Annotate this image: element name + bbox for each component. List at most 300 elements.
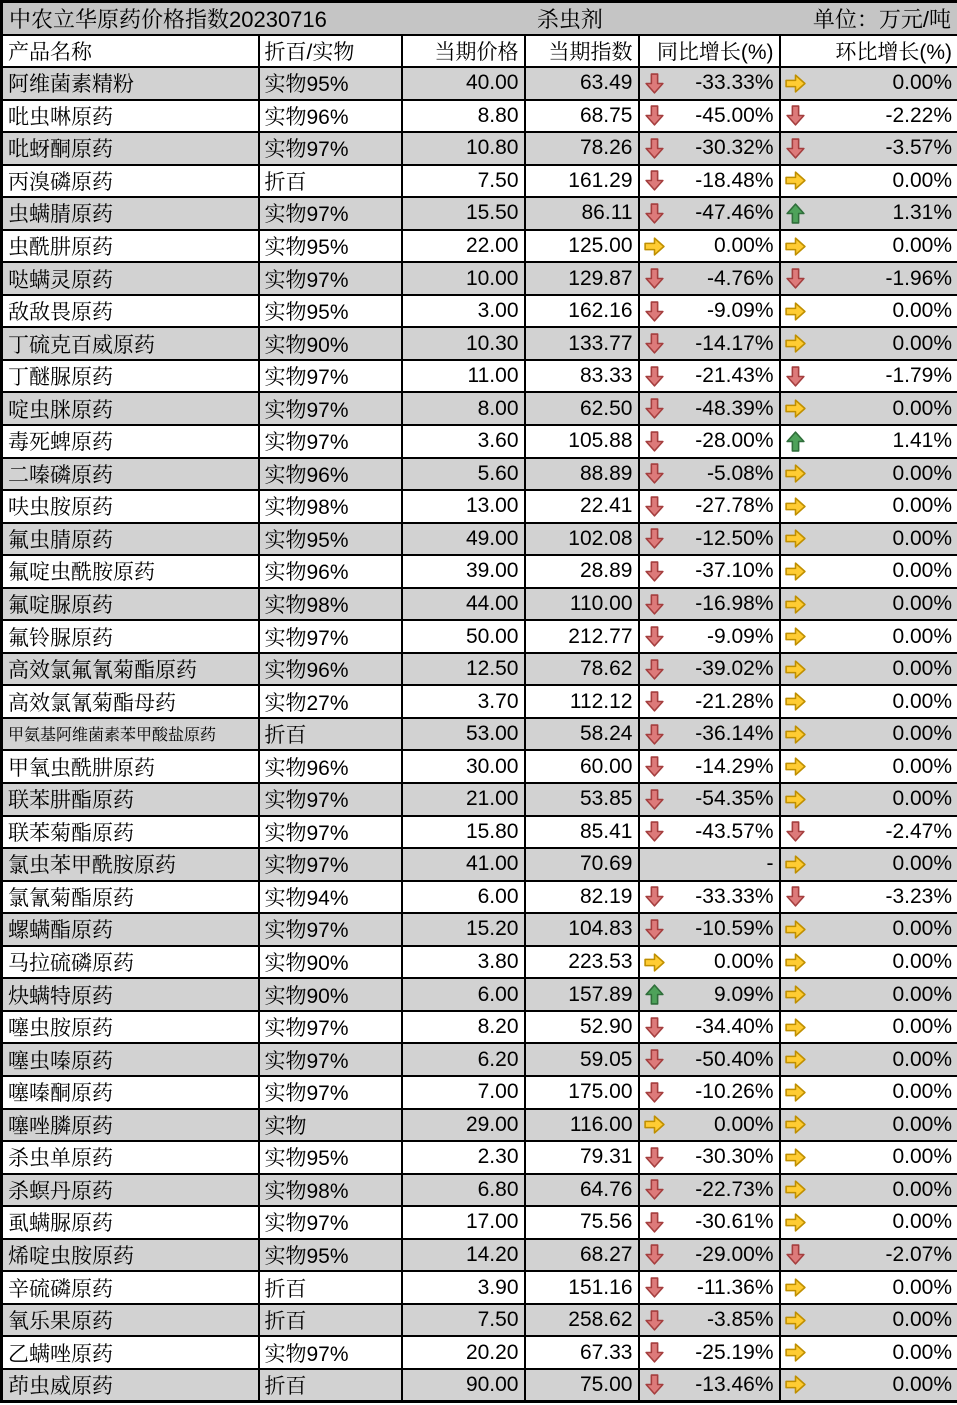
- index-cell: 52.90: [525, 1011, 639, 1044]
- mom-arrow-box: [784, 332, 808, 355]
- spec-cell: 实物97%: [259, 262, 402, 295]
- yoy-arrow-box: [643, 365, 667, 388]
- spec-cell: 折百: [259, 1304, 402, 1337]
- mom-arrow-box: [784, 1309, 808, 1332]
- table-row: [2, 1011, 957, 1044]
- trend-flat-icon: [784, 593, 807, 616]
- index-cell: 258.62: [525, 1304, 639, 1337]
- table-row: [2, 230, 957, 263]
- trend-down-icon: [643, 365, 666, 388]
- mom-cell: [780, 1011, 957, 1044]
- mom-arrow-box: [784, 169, 808, 192]
- price-cell: 14.20: [402, 1239, 525, 1272]
- yoy-cell: [639, 1271, 780, 1304]
- mom-cell: [780, 555, 957, 588]
- yoy-value: 0.00%: [713, 950, 774, 974]
- yoy-arrow-box: [643, 1309, 667, 1332]
- price-cell: 7.00: [402, 1076, 525, 1109]
- product-name-cell: [2, 197, 259, 230]
- spec-cell: 折百: [259, 1369, 402, 1402]
- spec-cell: 实物97%: [259, 783, 402, 816]
- product-name: 虫酰肼原药: [8, 236, 113, 259]
- spec-cell: 实物: [259, 1109, 402, 1142]
- mom-value: 0.00%: [892, 1372, 953, 1396]
- trend-flat-icon: [784, 690, 807, 713]
- col-header-price: 当期价格: [402, 35, 525, 67]
- mom-cell: [780, 718, 957, 751]
- spec-cell: 实物97%: [259, 1076, 402, 1109]
- mom-value: -2.07%: [885, 1242, 953, 1266]
- product-name-cell: [2, 67, 259, 100]
- spec-cell: 实物95%: [259, 67, 402, 100]
- mom-value: 0.00%: [892, 71, 953, 95]
- trend-flat-icon: [784, 72, 807, 95]
- mom-cell: [780, 132, 957, 165]
- product-name: 氯虫苯甲酰胺原药: [8, 854, 176, 878]
- table-body: [2, 67, 957, 1401]
- yoy-value: -21.43%: [695, 364, 774, 388]
- spec-cell: 折百: [259, 1271, 402, 1304]
- mom-arrow-box: [784, 365, 808, 388]
- trend-flat-icon: [784, 1341, 807, 1364]
- mom-cell: [780, 327, 957, 360]
- yoy-cell: [639, 718, 780, 751]
- yoy-arrow-box: [643, 1048, 667, 1071]
- yoy-cell: [639, 848, 780, 881]
- price-cell: 49.00: [402, 523, 525, 556]
- mom-arrow-box: [784, 723, 808, 746]
- yoy-value: -11.36%: [696, 1275, 774, 1299]
- product-name-cell: [2, 1369, 259, 1402]
- table-row: [2, 718, 957, 751]
- trend-down-icon: [643, 495, 666, 518]
- index-cell: 75.56: [525, 1206, 639, 1239]
- table-row: [2, 946, 957, 979]
- yoy-cell: [639, 913, 780, 946]
- yoy-value: -10.26%: [695, 1080, 774, 1104]
- spec-cell: 实物96%: [259, 458, 402, 491]
- spec-cell: 实物97%: [259, 1206, 402, 1239]
- trend-flat-icon: [784, 983, 807, 1006]
- category-label: 杀虫剂: [536, 7, 603, 32]
- trend-flat-icon: [784, 1048, 807, 1071]
- trend-down-icon: [643, 560, 666, 583]
- price-cell: 5.60: [402, 458, 525, 491]
- yoy-arrow-box: [643, 300, 667, 323]
- trend-down-icon: [643, 885, 666, 908]
- price-cell: 3.90: [402, 1271, 525, 1304]
- price-cell: 7.50: [402, 1304, 525, 1337]
- yoy-cell: [639, 588, 780, 621]
- mom-arrow-box: [784, 918, 808, 941]
- trend-down-icon: [784, 885, 807, 908]
- trend-up-icon: [784, 202, 807, 225]
- mom-value: 0.00%: [892, 1015, 953, 1039]
- mom-arrow-box: [784, 983, 808, 1006]
- trend-flat-icon: [784, 495, 807, 518]
- yoy-arrow-box: [643, 430, 667, 453]
- mom-cell: [780, 392, 957, 425]
- yoy-arrow-box: [643, 820, 667, 843]
- trend-down-icon: [643, 1373, 666, 1396]
- yoy-value: -28.00%: [695, 429, 774, 453]
- spec-cell: 实物97%: [259, 132, 402, 165]
- mom-arrow-box: [784, 690, 808, 713]
- mom-arrow-box: [784, 755, 808, 778]
- mom-arrow-box: [784, 1016, 808, 1039]
- yoy-cell: [639, 132, 780, 165]
- yoy-cell: [639, 816, 780, 849]
- yoy-cell: [639, 262, 780, 295]
- table-row: [2, 165, 957, 198]
- mom-value: 1.31%: [892, 201, 953, 225]
- mom-value: 0.00%: [892, 624, 953, 648]
- index-cell: 157.89: [525, 978, 639, 1011]
- yoy-value: -27.78%: [695, 494, 774, 518]
- trend-down-icon: [643, 169, 666, 192]
- mom-value: 0.00%: [892, 982, 953, 1006]
- product-name-cell: [2, 1011, 259, 1044]
- table-row: [2, 783, 957, 816]
- mom-cell: [780, 620, 957, 653]
- product-name-cell: [2, 816, 259, 849]
- yoy-value: -36.14%: [695, 722, 774, 746]
- trend-flat-icon: [784, 300, 807, 323]
- spec-cell: 实物97%: [259, 425, 402, 458]
- yoy-value: -48.39%: [695, 396, 774, 420]
- yoy-arrow-box: [643, 755, 667, 778]
- product-name: 氟虫腈原药: [8, 528, 113, 552]
- mom-arrow-box: [784, 1146, 808, 1169]
- mom-cell: [780, 262, 957, 295]
- table-row: [2, 425, 957, 458]
- mom-cell: [780, 816, 957, 849]
- product-name-cell: [2, 1174, 259, 1207]
- product-name-cell: [2, 750, 259, 783]
- index-cell: 67.33: [525, 1336, 639, 1369]
- product-name: 虫螨腈原药: [8, 203, 113, 227]
- yoy-cell: [639, 1043, 780, 1076]
- mom-cell: [780, 165, 957, 198]
- table-row: [2, 1304, 957, 1337]
- index-cell: 28.89: [525, 555, 639, 588]
- yoy-cell: [639, 978, 780, 1011]
- index-cell: 63.49: [525, 67, 639, 100]
- product-name: 噻虫胺原药: [8, 1017, 113, 1041]
- price-cell: 90.00: [402, 1369, 525, 1402]
- product-name: 毒死蜱原药: [8, 431, 113, 455]
- yoy-value: -10.59%: [695, 917, 774, 941]
- index-cell: 85.41: [525, 816, 639, 849]
- product-name-cell: [2, 360, 259, 393]
- yoy-arrow-box: [643, 72, 667, 95]
- price-cell: 7.50: [402, 165, 525, 198]
- product-name-cell: [2, 881, 259, 914]
- price-cell: 15.80: [402, 816, 525, 849]
- mom-arrow-box: [784, 1081, 808, 1104]
- yoy-cell: [639, 425, 780, 458]
- table-row: [2, 620, 957, 653]
- table-row: [2, 1206, 957, 1239]
- price-cell: 20.20: [402, 1336, 525, 1369]
- yoy-arrow-box: [643, 1373, 667, 1396]
- mom-arrow-box: [784, 300, 808, 323]
- yoy-value: -25.19%: [695, 1340, 774, 1364]
- yoy-arrow-box: [643, 267, 667, 290]
- yoy-arrow-box: [643, 462, 667, 485]
- trend-flat-icon: [784, 1309, 807, 1332]
- product-name: 敌敌畏原药: [8, 301, 113, 325]
- yoy-arrow-box: [643, 983, 667, 1006]
- mom-cell: [780, 1141, 957, 1174]
- product-name-cell: [2, 1206, 259, 1239]
- trend-flat-icon: [784, 1178, 807, 1201]
- yoy-value: -12.50%: [695, 526, 774, 550]
- table-row: [2, 685, 957, 718]
- index-cell: 129.87: [525, 262, 639, 295]
- mom-cell: [780, 1174, 957, 1207]
- product-name: 辛硫磷原药: [8, 1277, 113, 1301]
- product-name: 螺螨酯原药: [8, 919, 113, 943]
- mom-cell: [780, 1336, 957, 1369]
- yoy-cell: [639, 946, 780, 979]
- table-row: [2, 1369, 957, 1402]
- trend-flat-icon: [784, 397, 807, 420]
- price-cell: 3.60: [402, 425, 525, 458]
- product-name-cell: [2, 490, 259, 523]
- price-cell: 10.00: [402, 262, 525, 295]
- yoy-arrow-box: [643, 1276, 667, 1299]
- trend-down-icon: [643, 658, 666, 681]
- mom-arrow-box: [784, 853, 808, 876]
- mom-cell: [780, 848, 957, 881]
- yoy-value: -9.09%: [706, 299, 774, 323]
- yoy-arrow-box: [643, 1113, 667, 1136]
- trend-flat-icon: [784, 788, 807, 811]
- price-cell: 2.30: [402, 1141, 525, 1174]
- mom-cell: [780, 295, 957, 328]
- trend-down-icon: [643, 397, 666, 420]
- yoy-cell: [639, 620, 780, 653]
- trend-flat-icon: [784, 658, 807, 681]
- table-row: [2, 1141, 957, 1174]
- product-name: 甲氨基阿维菌素苯甲酸盐原药: [8, 727, 217, 745]
- yoy-value: -3.85%: [706, 1308, 774, 1332]
- price-cell: 39.00: [402, 555, 525, 588]
- index-cell: 78.62: [525, 653, 639, 686]
- spec-cell: 实物96%: [259, 653, 402, 686]
- trend-down-icon: [643, 1243, 666, 1266]
- mom-arrow-box: [784, 267, 808, 290]
- mom-value: 0.00%: [892, 559, 953, 583]
- yoy-cell: [639, 490, 780, 523]
- product-name-cell: [2, 295, 259, 328]
- mom-value: 0.00%: [892, 1112, 953, 1136]
- mom-arrow-box: [784, 495, 808, 518]
- trend-down-icon: [643, 462, 666, 485]
- table-row: [2, 750, 957, 783]
- yoy-cell: [639, 783, 780, 816]
- product-name-cell: [2, 1109, 259, 1142]
- spec-cell: 实物95%: [259, 230, 402, 263]
- mom-cell: [780, 1239, 957, 1272]
- yoy-value: -4.76%: [706, 266, 774, 290]
- table-row: [2, 67, 957, 100]
- spec-cell: 实物90%: [259, 978, 402, 1011]
- yoy-value: -34.40%: [695, 1015, 774, 1039]
- spec-cell: 实物95%: [259, 1141, 402, 1174]
- product-name: 炔螨特原药: [8, 984, 113, 1008]
- index-cell: 133.77: [525, 327, 639, 360]
- mom-cell: [780, 100, 957, 133]
- product-name-cell: [2, 1336, 259, 1369]
- yoy-arrow-box: [643, 690, 667, 713]
- trend-down-icon: [643, 1081, 666, 1104]
- mom-arrow-box: [784, 1211, 808, 1234]
- trend-down-icon: [643, 202, 666, 225]
- trend-down-icon: [643, 755, 666, 778]
- index-cell: 68.75: [525, 100, 639, 133]
- product-name: 啶虫脒原药: [8, 398, 113, 422]
- index-cell: 175.00: [525, 1076, 639, 1109]
- index-cell: 78.26: [525, 132, 639, 165]
- price-cell: 40.00: [402, 67, 525, 100]
- trend-flat-icon: [784, 723, 807, 746]
- price-cell: 8.00: [402, 392, 525, 425]
- spec-cell: 实物90%: [259, 946, 402, 979]
- yoy-cell: [639, 1239, 780, 1272]
- mom-arrow-box: [784, 625, 808, 648]
- yoy-value: -: [766, 852, 774, 876]
- mom-arrow-box: [784, 951, 808, 974]
- trend-down-icon: [643, 332, 666, 355]
- yoy-arrow-box: [643, 1146, 667, 1169]
- yoy-cell: [639, 67, 780, 100]
- price-cell: 17.00: [402, 1206, 525, 1239]
- yoy-value: 0.00%: [713, 1112, 774, 1136]
- product-name: 噻唑膦原药: [8, 1114, 113, 1138]
- yoy-value: -5.08%: [706, 461, 774, 485]
- index-cell: 58.24: [525, 718, 639, 751]
- table-row: [2, 1174, 957, 1207]
- spec-cell: 实物98%: [259, 1174, 402, 1207]
- yoy-cell: [639, 327, 780, 360]
- mom-value: 0.00%: [892, 787, 953, 811]
- trend-down-icon: [643, 1016, 666, 1039]
- index-cell: 79.31: [525, 1141, 639, 1174]
- mom-arrow-box: [784, 593, 808, 616]
- yoy-cell: [639, 685, 780, 718]
- mom-cell: [780, 750, 957, 783]
- trend-flat-icon: [784, 1276, 807, 1299]
- yoy-value: -30.61%: [695, 1210, 774, 1234]
- trend-down-icon: [784, 365, 807, 388]
- yoy-arrow-box: [643, 625, 667, 648]
- trend-down-icon: [643, 625, 666, 648]
- yoy-arrow-box: [643, 788, 667, 811]
- yoy-cell: [639, 1076, 780, 1109]
- yoy-cell: [639, 100, 780, 133]
- mom-value: 0.00%: [892, 1210, 953, 1234]
- product-name-cell: [2, 555, 259, 588]
- trend-flat-icon: [784, 1146, 807, 1169]
- yoy-arrow-box: [643, 885, 667, 908]
- table-row: [2, 458, 957, 491]
- table-row: [2, 523, 957, 556]
- trend-down-icon: [643, 593, 666, 616]
- mom-value: 0.00%: [892, 1080, 953, 1104]
- index-cell: 212.77: [525, 620, 639, 653]
- index-cell: 125.00: [525, 230, 639, 263]
- trend-flat-icon: [784, 1113, 807, 1136]
- price-cell: 29.00: [402, 1109, 525, 1142]
- trend-down-icon: [784, 137, 807, 160]
- product-name-cell: [2, 1141, 259, 1174]
- product-name: 虱螨脲原药: [8, 1212, 113, 1236]
- product-name: 烯啶虫胺原药: [8, 1244, 134, 1268]
- mom-arrow-box: [784, 1341, 808, 1364]
- yoy-value: -33.33%: [695, 884, 774, 908]
- product-name: 氟铃脲原药: [8, 626, 113, 650]
- spec-cell: 实物97%: [259, 392, 402, 425]
- yoy-cell: [639, 230, 780, 263]
- product-name-cell: [2, 620, 259, 653]
- mom-value: 0.00%: [892, 1275, 953, 1299]
- mom-cell: [780, 230, 957, 263]
- product-name-cell: [2, 165, 259, 198]
- index-cell: 223.53: [525, 946, 639, 979]
- col-header-product: 产品名称: [2, 35, 259, 67]
- product-name: 二嗪磷原药: [8, 463, 113, 487]
- product-name-cell: [2, 588, 259, 621]
- index-cell: 102.08: [525, 523, 639, 556]
- trend-flat-icon: [643, 235, 666, 258]
- spec-cell: 实物97%: [259, 816, 402, 849]
- spec-cell: 实物98%: [259, 490, 402, 523]
- price-cell: 10.80: [402, 132, 525, 165]
- yoy-value: -29.00%: [695, 1242, 774, 1266]
- col-header-yoy: 同比增长(%): [639, 35, 780, 67]
- product-name: 联苯菊酯原药: [8, 821, 134, 845]
- trend-down-icon: [643, 1341, 666, 1364]
- product-name: 丁醚脲原药: [8, 366, 113, 390]
- yoy-value: -39.02%: [695, 657, 774, 681]
- mom-cell: [780, 978, 957, 1011]
- yoy-value: -22.73%: [695, 1177, 774, 1201]
- yoy-cell: [639, 555, 780, 588]
- mom-value: 0.00%: [892, 657, 953, 681]
- yoy-value: -47.46%: [695, 201, 774, 225]
- yoy-cell: [639, 458, 780, 491]
- spec-cell: 实物97%: [259, 197, 402, 230]
- mom-arrow-box: [784, 430, 808, 453]
- trend-down-icon: [643, 430, 666, 453]
- trend-down-icon: [784, 1243, 807, 1266]
- product-name-cell: [2, 230, 259, 263]
- price-cell: 8.20: [402, 1011, 525, 1044]
- unit-label: 单位：万元/吨: [812, 7, 952, 32]
- spec-cell: 折百: [259, 718, 402, 751]
- product-name-cell: [2, 458, 259, 491]
- trend-flat-icon: [643, 1113, 666, 1136]
- mom-cell: [780, 490, 957, 523]
- yoy-arrow-box: [643, 137, 667, 160]
- mom-arrow-box: [784, 788, 808, 811]
- product-name: 杀螟丹原药: [8, 1179, 113, 1203]
- price-cell: 15.20: [402, 913, 525, 946]
- product-name-cell: [2, 653, 259, 686]
- product-name-cell: [2, 327, 259, 360]
